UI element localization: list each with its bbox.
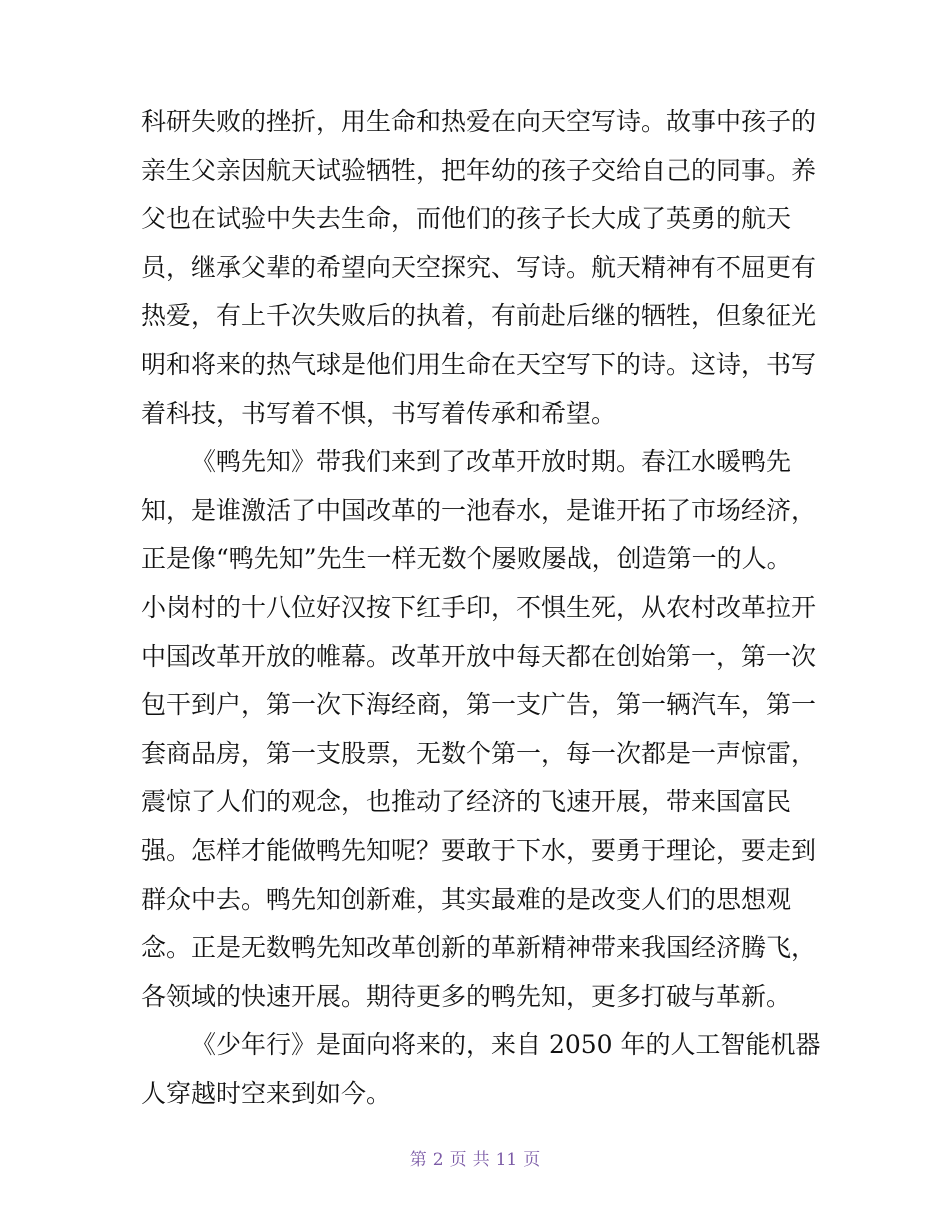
footer-word: 页 (449, 1150, 467, 1170)
text-line: 中国改革开放的帷幕。改革开放中每天都在创始第一，第一次 (141, 641, 817, 671)
current-page-number: 2 (432, 1150, 444, 1170)
footer-word: 共 (472, 1150, 490, 1170)
text-line: 着科技，书写着不惧，书写着传承和希望。 (141, 398, 617, 428)
footer-word: 第 (409, 1150, 427, 1170)
text-line: 亲生父亲因航天试验牺牲，把年幼的孩子交给自己的同事。养 (141, 155, 817, 185)
text-line: 念。正是无数鸭先知改革创新的革新精神带来我国经济腾飞， (141, 933, 817, 963)
text-line: 正是像“鸭先知”先生一样无数个屡败屡战，创造第一的人。 (141, 544, 792, 574)
text-line: 群众中去。鸭先知创新难，其实最难的是改变人们的思想观 (141, 884, 792, 914)
text-line: 震惊了人们的观念，也推动了经济的飞速开展，带来国富民 (141, 787, 792, 817)
text-line: 父也在试验中失去生命，而他们的孩子长大成了英勇的航天 (141, 204, 792, 234)
paragraph-start-line: 《少年行》是面向将来的，来自 2050 年的人工智能机器 (191, 1030, 821, 1060)
page-footer (0, 1148, 950, 1172)
text-line: 各领域的快速开展。期待更多的鸭先知，更多打破与革新。 (141, 981, 792, 1011)
total-page-count: 11 (495, 1150, 518, 1170)
text-line: 强。怎样才能做鸭先知呢？要敢于下水，要勇于理论，要走到 (141, 835, 817, 865)
paragraph-start-line: 《鸭先知》带我们来到了改革开放时期。春江水暖鸭先 (191, 447, 792, 477)
text-line: 科研失败的挫折，用生命和热爱在向天空写诗。故事中孩子的 (141, 107, 817, 136)
text-line: 套商品房，第一支股票，无数个第一，每一次都是一声惊雷， (141, 738, 817, 768)
text-line: 小岗村的十八位好汉按下红手印，不惧生死，从农村改革拉开 (141, 592, 817, 622)
footer-word: 页 (523, 1150, 541, 1170)
body-text (141, 98, 821, 1118)
text-line: 包干到户，第一次下海经商，第一支广告，第一辆汽车，第一 (141, 690, 817, 720)
text-line: 员，继承父辈的希望向天空探究、写诗。航天精神有不屈更有 (141, 252, 817, 282)
text-line: 人穿越时空来到如今。 (141, 1078, 392, 1108)
text-line: 明和将来的热气球是他们用生命在天空写下的诗。这诗，书写 (141, 349, 817, 379)
text-line: 知，是谁激活了中国改革的一池春水，是谁开拓了市场经济， (141, 495, 817, 525)
text-line: 热爱，有上千次失败后的执着，有前赴后继的牺牲，但象征光 (141, 301, 817, 331)
